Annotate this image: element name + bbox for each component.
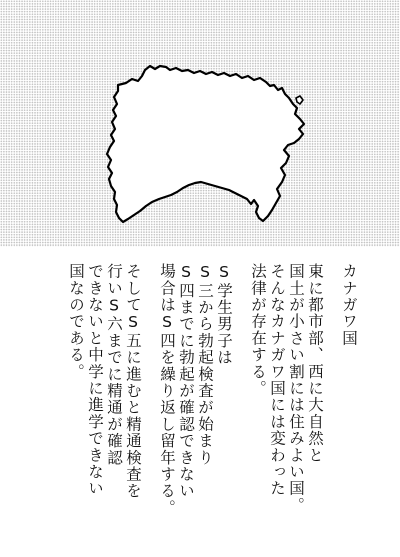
- story-line: 行いS六までに精通が確認: [105, 263, 123, 466]
- story-line: 場合はS四を繰り返し留年する。: [158, 263, 176, 516]
- story-title: カナガワ国: [340, 263, 358, 347]
- story-line: 法律が存在する。: [249, 263, 267, 397]
- story-line: できないと中学に進学できない: [86, 263, 104, 497]
- story-line: そしてS五に進むと精通検査を: [124, 263, 142, 500]
- kanagawa-map-outline: [0, 0, 400, 247]
- story-line: そんなカナガワ国には変わった: [268, 263, 286, 497]
- story-text: [66, 263, 358, 533]
- line-gap: [233, 263, 248, 533]
- kanagawa-east-islet: [296, 96, 303, 104]
- line-gap: [142, 263, 157, 533]
- story-line: 国土が小さい割には住みよい国。: [287, 263, 305, 514]
- map-panel: [0, 0, 400, 247]
- story-line: 国なのである。: [67, 263, 85, 380]
- line-gap: [324, 263, 339, 533]
- story-line: S学生男子は: [215, 263, 233, 366]
- story-line: 東に都市部、西に大自然と: [306, 263, 324, 464]
- kanagawa-outline-path: [107, 66, 304, 222]
- story-line: S四までに勃起が確認できない: [177, 263, 195, 500]
- story-line: S三から勃起検査が始まり: [196, 263, 214, 466]
